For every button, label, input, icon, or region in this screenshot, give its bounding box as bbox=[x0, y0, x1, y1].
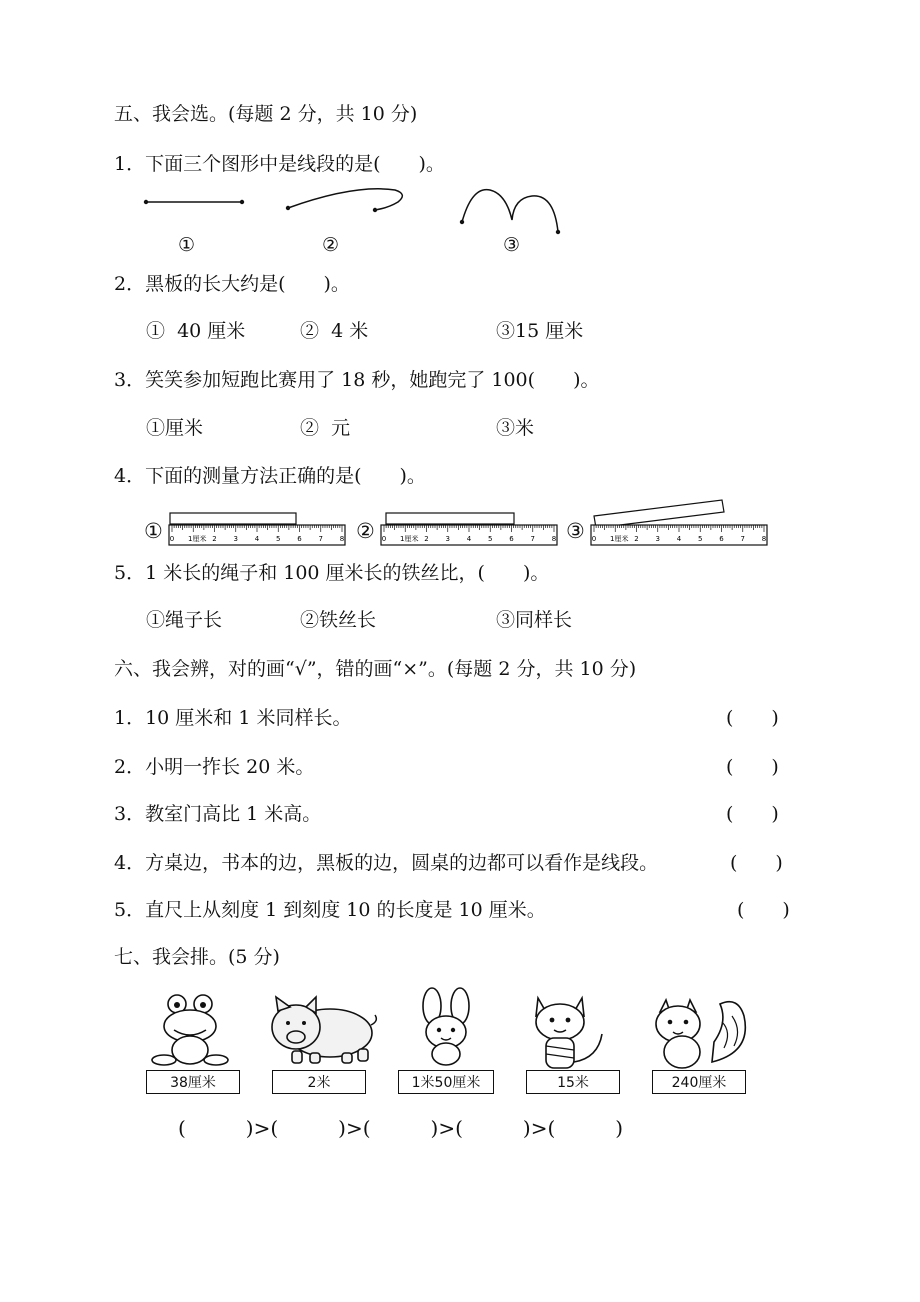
q3-option-1: ①厘米 bbox=[146, 417, 204, 439]
ruler-number: 1厘米 bbox=[400, 535, 419, 543]
judge-item-2: 2．小明一拃长 20 米。 bbox=[114, 756, 315, 778]
judge-answer-4[interactable]: ( ) bbox=[730, 852, 783, 874]
straight-segment-figure bbox=[144, 200, 244, 204]
ruler-number: 0 bbox=[591, 535, 597, 543]
ruler-number: 2 bbox=[212, 535, 217, 543]
q5-option-3: ③同样长 bbox=[496, 609, 573, 631]
ruler-number: 6 bbox=[509, 535, 514, 543]
ruler-method-1 bbox=[168, 508, 348, 548]
order-answer-line[interactable]: ( )>( )>( )>( )>( ) bbox=[178, 1116, 624, 1140]
figure-label-2: ② bbox=[322, 234, 340, 256]
cat-icon bbox=[524, 988, 610, 1072]
ruler-method-3 bbox=[590, 508, 770, 548]
ruler-number: 2 bbox=[424, 535, 429, 543]
q5-option-1: ①绳子长 bbox=[146, 609, 223, 631]
ruler-number: 6 bbox=[297, 535, 302, 543]
figure-label-3: ③ bbox=[503, 234, 521, 256]
ruler-number: 8 bbox=[339, 535, 345, 543]
arch-curve-figure bbox=[460, 190, 560, 235]
ruler-number: 7 bbox=[318, 535, 323, 543]
q5-option-2: ②铁丝长 bbox=[300, 609, 377, 631]
measured-bar bbox=[170, 513, 296, 524]
curved-line-figure bbox=[286, 189, 403, 212]
judge-item-1: 1．10 厘米和 1 米同样长。 bbox=[114, 707, 352, 729]
animal-label-cat: 15米 bbox=[526, 1070, 620, 1094]
judge-answer-2[interactable]: ( ) bbox=[726, 756, 779, 778]
ruler-number: 3 bbox=[655, 535, 660, 543]
measured-bar bbox=[386, 513, 514, 524]
question-5-3: 3．笑笑参加短跑比赛用了 18 秒，她跑完了 100( )。 bbox=[114, 369, 600, 391]
section-5-title: 五、我会选。(每题 2 分，共 10 分) bbox=[114, 103, 418, 125]
animal-label-squirrel: 240厘米 bbox=[652, 1070, 746, 1094]
section-6-title: 六、我会辨，对的画“√”，错的画“×”。(每题 2 分，共 10 分) bbox=[114, 658, 637, 680]
q1-figures bbox=[140, 184, 600, 234]
rabbit-icon bbox=[412, 988, 482, 1068]
ruler-number: 7 bbox=[740, 535, 745, 543]
q2-option-2: ② 4 米 bbox=[300, 320, 369, 342]
ruler-number: 0 bbox=[381, 535, 387, 543]
frog-icon bbox=[150, 990, 230, 1070]
q2-option-3: ③15 厘米 bbox=[496, 320, 584, 342]
judge-item-4: 4．方桌边，书本的边，黑板的边，圆桌的边都可以看作是线段。 bbox=[114, 852, 659, 874]
animal-label-frog: 38厘米 bbox=[146, 1070, 240, 1094]
judge-item-3: 3．教室门高比 1 米高。 bbox=[114, 803, 322, 825]
ruler-number: 2 bbox=[634, 535, 639, 543]
ruler-number: 6 bbox=[719, 535, 724, 543]
question-5-1: 1．下面三个图形中是线段的是( )。 bbox=[114, 153, 445, 175]
figure-label-1: ① bbox=[178, 234, 196, 256]
ruler-number: 8 bbox=[761, 535, 767, 543]
ruler-method-2 bbox=[380, 508, 560, 548]
ruler-label-3: ③ bbox=[566, 519, 585, 543]
ruler-number: 5 bbox=[698, 535, 703, 543]
section-7-title: 七、我会排。(5 分) bbox=[114, 946, 280, 968]
ruler-number: 3 bbox=[445, 535, 450, 543]
judge-answer-3[interactable]: ( ) bbox=[726, 803, 779, 825]
squirrel-icon bbox=[648, 992, 752, 1072]
q3-option-2: ② 元 bbox=[300, 417, 351, 439]
pig-icon bbox=[266, 995, 378, 1067]
ruler-number: 7 bbox=[530, 535, 535, 543]
ruler-number: 0 bbox=[169, 535, 175, 543]
ruler-label-2: ② bbox=[356, 519, 375, 543]
question-5-5: 5．1 米长的绳子和 100 厘米长的铁丝比，( )。 bbox=[114, 562, 550, 584]
animal-label-rabbit: 1米50厘米 bbox=[398, 1070, 494, 1094]
question-5-2: 2．黑板的长大约是( )。 bbox=[114, 273, 350, 295]
judge-answer-5[interactable]: ( ) bbox=[737, 899, 790, 921]
judge-item-5: 5．直尺上从刻度 1 到刻度 10 的长度是 10 厘米。 bbox=[114, 899, 546, 921]
ruler-number: 4 bbox=[466, 535, 472, 543]
ruler-number: 4 bbox=[676, 535, 682, 543]
ruler-number: 3 bbox=[233, 535, 238, 543]
ruler-number: 5 bbox=[276, 535, 281, 543]
animal-label-pig: 2米 bbox=[272, 1070, 366, 1094]
ruler-number: 1厘米 bbox=[188, 535, 207, 543]
judge-answer-1[interactable]: ( ) bbox=[726, 707, 779, 729]
ruler-number: 1厘米 bbox=[610, 535, 629, 543]
q2-option-1: ① 40 厘米 bbox=[146, 320, 246, 342]
ruler-number: 4 bbox=[254, 535, 260, 543]
ruler-number: 8 bbox=[551, 535, 557, 543]
ruler-number: 5 bbox=[488, 535, 493, 543]
question-5-4: 4．下面的测量方法正确的是( )。 bbox=[114, 465, 426, 487]
ruler-label-1: ① bbox=[144, 519, 163, 543]
q3-option-3: ③米 bbox=[496, 417, 535, 439]
tilted-measured-bar bbox=[594, 500, 724, 528]
